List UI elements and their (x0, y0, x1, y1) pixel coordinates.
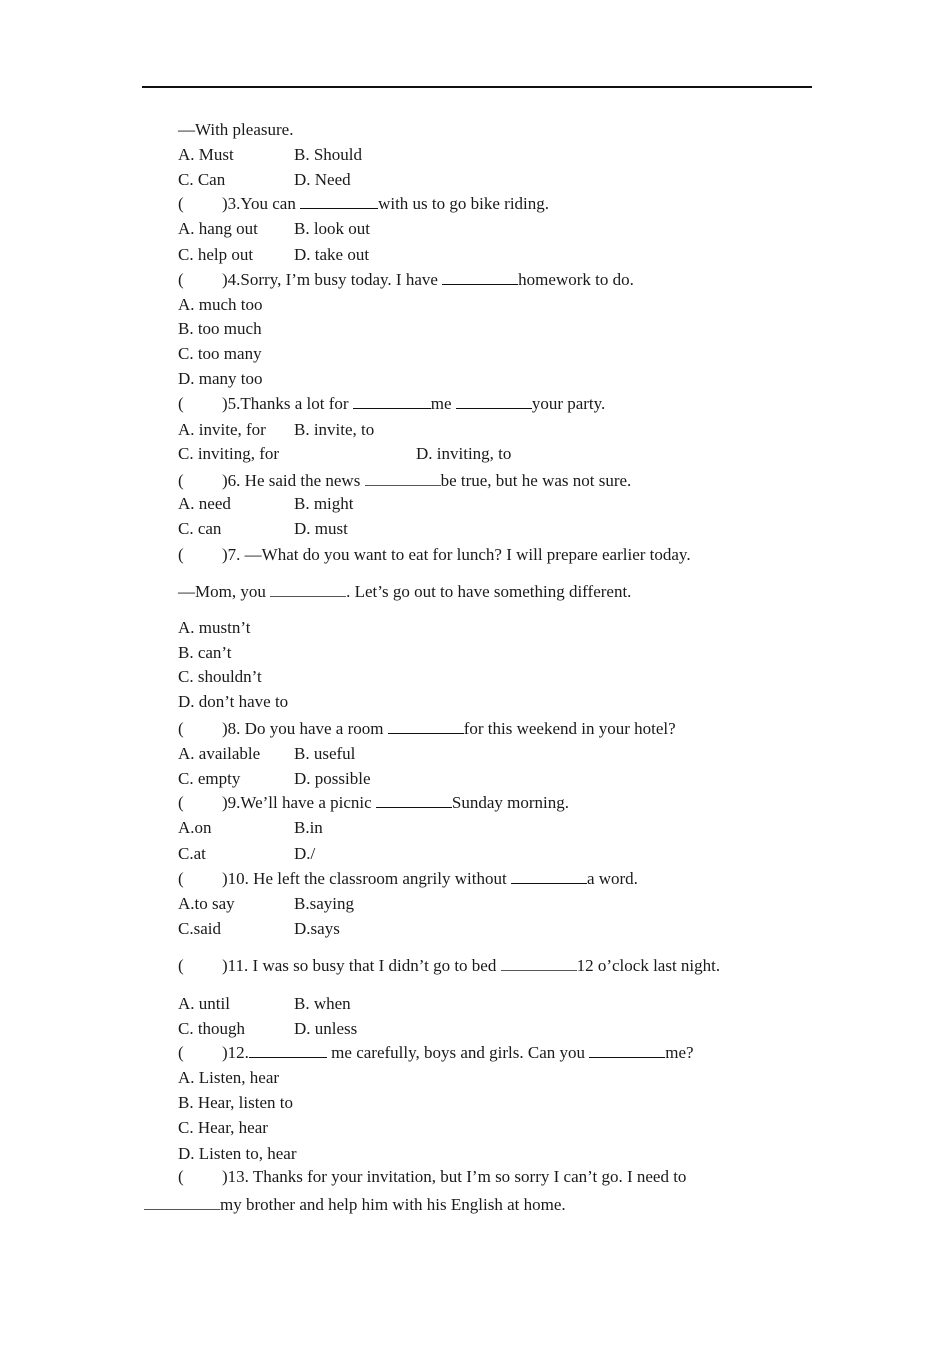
question-7: ( )7. —What do you want to eat for lunch? I will prepare earlier today. (178, 545, 691, 564)
answer-blank (589, 1042, 665, 1058)
q8-option-d: D. possible (294, 769, 371, 788)
question-11: ( )11. I was so busy that I didn’t go to bed 12 o’clock last night. (178, 956, 721, 975)
answer-blank (365, 470, 441, 486)
answer-blank (442, 269, 518, 285)
answer-blank (270, 581, 346, 597)
q2-option-c: C. Can (178, 170, 226, 189)
q7-option-a: A. mustn’t (178, 618, 251, 637)
q3-option-d: D. take out (294, 245, 370, 264)
q11-option-d: D. unless (294, 1019, 358, 1038)
q9-option-b: B.in (294, 818, 323, 837)
answer-blank (353, 393, 431, 409)
answer-blank (249, 1042, 327, 1058)
q3-option-a: A. hang out (178, 219, 258, 238)
question-10: ( )10. He left the classroom angrily without a word. (178, 869, 638, 888)
q6-option-b: B. might (294, 494, 354, 513)
q5-option-d: D. inviting, to (416, 444, 512, 463)
question-13-continued: my brother and help him with his English at home. (144, 1194, 566, 1215)
q6-option-a: A. need (178, 494, 231, 513)
q7-reply: —Mom, you . Let’s go out to have something different. (178, 582, 632, 601)
q11-option-c: C. though (178, 1019, 246, 1038)
answer-blank (300, 193, 378, 209)
q8-option-b: B. useful (294, 744, 356, 763)
q10-option-c: C.said (178, 919, 221, 938)
q7-option-b: B. can’t (178, 643, 232, 662)
q2-option-b: B. Should (294, 145, 363, 164)
question-5: ( )5.Thanks a lot for me your party. (178, 394, 606, 413)
answer-blank (376, 792, 452, 808)
question-4: ( )4.Sorry, I’m busy today. I have homework to do. (178, 270, 634, 289)
answer-blank (144, 1194, 220, 1210)
q2-option-d: D. Need (294, 170, 351, 189)
answer-paren: ( (178, 194, 184, 213)
question-8: ( )8. Do you have a room for this weekend in your hotel? (178, 719, 676, 738)
q8-option-a: A. available (178, 744, 261, 763)
q5-option-b: B. invite, to (294, 420, 375, 439)
q3-option-b: B. look out (294, 219, 371, 238)
q3-option-c: C. help out (178, 245, 254, 264)
answer-blank (456, 393, 532, 409)
q12-option-b: B. Hear, listen to (178, 1093, 293, 1112)
answer-blank (511, 868, 587, 884)
q6-option-c: C. can (178, 519, 222, 538)
q8-option-c: C. empty (178, 769, 241, 788)
q10-option-b: B.saying (294, 894, 354, 913)
q11-option-b: B. when (294, 994, 351, 1013)
q12-option-c: C. Hear, hear (178, 1118, 268, 1137)
q6-option-d: D. must (294, 519, 348, 538)
q9-option-d: D./ (294, 844, 316, 863)
question-12: ( )12. me carefully, boys and girls. Can you me? (178, 1043, 694, 1062)
q7-option-d: D. don’t have to (178, 692, 289, 711)
q12-option-a: A. Listen, hear (178, 1068, 280, 1087)
q4-option-a: A. much too (178, 295, 263, 314)
q7-option-c: C. shouldn’t (178, 667, 262, 686)
q4-option-d: D. many too (178, 369, 263, 388)
question-9: ( )9.We’ll have a picnic Sunday morning. (178, 793, 570, 812)
answer-blank (388, 718, 464, 734)
header-rule (142, 86, 812, 88)
q12-option-d: D. Listen to, hear (178, 1144, 297, 1163)
question-3: ( )3.You can with us to go bike riding. (178, 194, 550, 213)
q2-reply: —With pleasure. (178, 120, 294, 139)
answer-blank (501, 955, 577, 971)
q9-option-c: C.at (178, 844, 206, 863)
q9-option-a: A.on (178, 818, 212, 837)
question-6: ( )6. He said the news be true, but he was not sure. (178, 471, 632, 490)
q5-option-c: C. inviting, for (178, 444, 280, 463)
q11-option-a: A. until (178, 994, 230, 1013)
q4-option-c: C. too many (178, 344, 262, 363)
q10-option-d: D.says (294, 919, 340, 938)
question-13: ( )13. Thanks for your invitation, but I’m so sorry I can’t go. I need to (178, 1167, 687, 1186)
q4-option-b: B. too much (178, 319, 262, 338)
q5-option-a: A. invite, for (178, 420, 266, 439)
q10-option-a: A.to say (178, 894, 235, 913)
q2-option-a: A. Must (178, 145, 234, 164)
